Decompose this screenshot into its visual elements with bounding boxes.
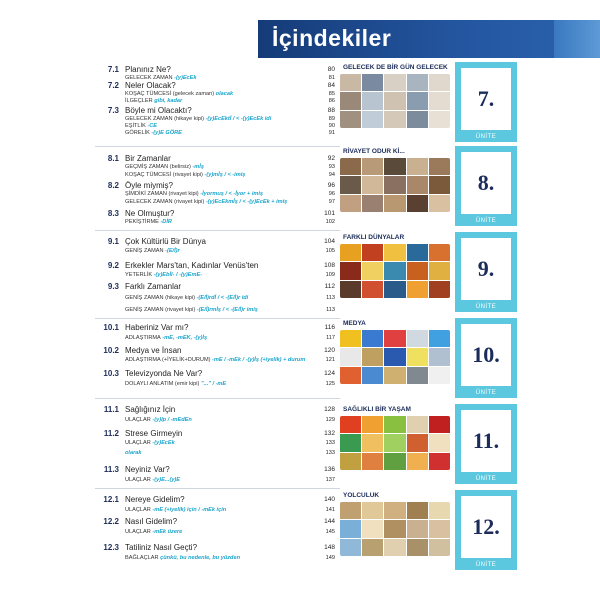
grammar-form: -(E/İ)r xyxy=(163,248,180,254)
grammar-form: -(y)E...(y)E xyxy=(150,477,181,483)
page-number: 94 xyxy=(328,172,335,178)
grammar-topic xyxy=(125,218,172,226)
grammar-topic xyxy=(125,356,305,364)
unit-caption: ÜNİTE xyxy=(475,304,497,310)
lesson-number: 9.2 xyxy=(107,261,119,270)
page-number: 149 xyxy=(325,555,335,561)
unit-badge-panel xyxy=(461,496,511,558)
grammar-form: -(y)Ip / -mEdEn xyxy=(150,417,192,423)
unit-badge-panel xyxy=(461,410,511,472)
unit-badge-panel xyxy=(461,152,511,214)
page-number: 85 xyxy=(328,91,335,97)
header-bar xyxy=(258,20,600,58)
lesson-title: Erkekler Mars'tan, Kadınlar Venüs'ten xyxy=(125,261,259,270)
grammar-form: -(y)EcEktİ / < -(y)EcEk idi xyxy=(203,116,272,122)
grammar-form: -CE xyxy=(145,123,158,129)
lesson-title: Nereye Gidelim? xyxy=(125,495,185,504)
page-number: 133 xyxy=(325,450,335,456)
section-divider xyxy=(95,146,340,147)
grammar-form: -(E/İ)rmİş / < -(E/İ)r imiş xyxy=(195,307,258,313)
grammar-form: -(y)Ebİl- / -(y)EmE- xyxy=(152,272,203,278)
page-number: 133 xyxy=(325,440,335,446)
page-number: 117 xyxy=(326,335,335,341)
grammar-label: ADLAŞTIRMA xyxy=(125,335,161,341)
page-number: 129 xyxy=(325,417,335,423)
lesson-number: 10.3 xyxy=(103,369,119,378)
unit-theme-label: SAĞLIKLI BİR YAŞAM xyxy=(343,406,411,413)
grammar-label: GENİŞ ZAMAN xyxy=(125,248,164,254)
grammar-label: KOŞAÇ TÜMCESİ (gelecek zaman) xyxy=(125,91,215,97)
grammar-topic xyxy=(125,554,240,562)
unit-caption: ÜNİTE xyxy=(475,134,497,140)
grammar-label: GENİŞ ZAMAN (hikaye kipi) xyxy=(125,295,195,301)
grammar-form: -mİş xyxy=(190,164,204,170)
grammar-form: "..." / -mE xyxy=(199,381,227,387)
lesson-number: 10.1 xyxy=(103,323,119,332)
lesson-title: Ne Olmuştur? xyxy=(125,209,175,218)
section-divider xyxy=(95,230,340,231)
unit-theme-label: GELECEK DE BİR GÜN GELECEK xyxy=(343,64,448,71)
lesson-title: Medya ve İnsan xyxy=(125,346,182,355)
grammar-label: GÖRELİK xyxy=(125,130,150,136)
grammar-form: çünkü, bu nedenle, bu yüzden xyxy=(158,555,241,561)
grammar-topic xyxy=(125,129,182,137)
page-number: 96 xyxy=(328,191,335,197)
unit-photo-collage xyxy=(340,330,450,384)
page-number: 141 xyxy=(325,507,335,513)
page-number: 97 xyxy=(328,199,335,205)
grammar-label: İLGEÇLER xyxy=(125,98,153,104)
lesson-number: 12.2 xyxy=(103,517,119,526)
lesson-number: 8.1 xyxy=(107,154,119,163)
page-number: 101 xyxy=(324,210,335,217)
grammar-form: -(y)EcEk xyxy=(150,440,175,446)
unit-badge xyxy=(455,146,517,226)
grammar-topic xyxy=(125,380,226,388)
lesson-title: Bir Zamanlar xyxy=(125,154,171,163)
grammar-topic xyxy=(125,506,226,514)
lesson-number: 9.1 xyxy=(107,237,119,246)
lesson-title: Neler Olacak? xyxy=(125,81,176,90)
page-number: 124 xyxy=(324,370,335,377)
grammar-label: EŞİTLİK xyxy=(125,123,146,129)
grammar-topic xyxy=(125,476,180,484)
grammar-label: GELECEK ZAMAN (rivayet kipi) xyxy=(125,199,205,205)
page-number: 112 xyxy=(324,283,335,290)
grammar-label: ULAÇLAR xyxy=(125,507,151,513)
unit-number: 8. xyxy=(477,170,495,195)
grammar-topic xyxy=(125,190,263,198)
lesson-title: Çok Kültürlü Bir Dünya xyxy=(125,237,206,246)
grammar-label: GELECEK ZAMAN (hikaye kipi) xyxy=(125,116,204,122)
grammar-form: olarak xyxy=(125,450,142,456)
grammar-topic xyxy=(125,416,192,424)
grammar-topic xyxy=(125,271,202,279)
page-number: 113 xyxy=(326,307,335,313)
lesson-number: 11.3 xyxy=(103,465,119,474)
grammar-topic xyxy=(125,306,258,314)
page-number: 104 xyxy=(324,238,335,245)
unit-photo-collage xyxy=(340,74,450,128)
unit-caption: ÜNİTE xyxy=(475,476,497,482)
page-number: 105 xyxy=(325,248,335,254)
unit-theme-label: MEDYA xyxy=(343,320,366,327)
grammar-form: olacak xyxy=(214,91,234,97)
grammar-label: DOLAYLI ANLATIM (emir kipi) xyxy=(125,381,200,387)
page-number: 140 xyxy=(324,496,335,503)
page-number: 108 xyxy=(324,262,335,269)
lesson-title: Nasıl Gidelim? xyxy=(125,517,178,526)
grammar-form: -mE / -mEk / -(y)İş (+iyelik) + durum xyxy=(210,357,306,363)
lesson-title: Böyle mi Olacaktı? xyxy=(125,106,192,115)
lesson-number: 11.1 xyxy=(103,405,119,414)
lesson-number: 12.3 xyxy=(103,543,119,552)
grammar-topic xyxy=(125,528,182,536)
unit-photo-collage xyxy=(340,244,450,298)
grammar-label: GEÇMİŞ ZAMAN (belirsiz) xyxy=(125,164,191,170)
grammar-form: -(y)EcEkmİş / < -(y)EcEk + imiş xyxy=(204,199,288,205)
lesson-number: 9.3 xyxy=(107,282,119,291)
page-number: 89 xyxy=(328,116,335,122)
grammar-form: gibi, kadar xyxy=(152,98,183,104)
page-number: 148 xyxy=(324,544,335,551)
unit-badge-panel xyxy=(461,68,511,130)
page-number: 144 xyxy=(324,518,335,525)
lesson-number: 7.3 xyxy=(107,106,119,115)
grammar-label: BAĞLAÇLAR xyxy=(125,555,159,561)
unit-badge xyxy=(455,404,517,484)
unit-badge xyxy=(455,232,517,312)
grammar-form: -mE (+iyelik) için / -mEk için xyxy=(150,507,227,513)
grammar-topic xyxy=(125,163,204,171)
unit-number: 7. xyxy=(477,86,495,111)
unit-caption: ÜNİTE xyxy=(475,390,497,396)
unit-badge xyxy=(455,490,517,570)
unit-number: 12. xyxy=(472,514,500,539)
page-number: 86 xyxy=(328,98,335,104)
grammar-label: ULAÇLAR xyxy=(125,417,151,423)
page-number: 113 xyxy=(326,295,335,301)
lesson-title: Öyle miymiş? xyxy=(125,181,174,190)
unit-number: 10. xyxy=(472,342,500,367)
page-number: 128 xyxy=(324,406,335,413)
grammar-label: ULAÇLAR xyxy=(125,440,151,446)
page-number: 81 xyxy=(328,75,335,81)
grammar-topic xyxy=(125,97,182,105)
header-stripe xyxy=(554,20,600,58)
page-number: 88 xyxy=(327,107,335,114)
page-number: 120 xyxy=(324,347,335,354)
page-number: 80 xyxy=(327,66,335,73)
page-number: 137 xyxy=(325,477,335,483)
page-number: 136 xyxy=(324,466,335,473)
grammar-topic xyxy=(125,294,248,302)
page-number: 84 xyxy=(327,82,335,89)
lesson-title: Strese Girmeyin xyxy=(125,429,183,438)
unit-badge-panel xyxy=(461,324,511,386)
lesson-number: 7.2 xyxy=(107,81,119,90)
grammar-form: -mE, -mEK, -(y)İş xyxy=(160,335,208,341)
lesson-number: 8.2 xyxy=(107,181,119,190)
grammar-form: -DİR xyxy=(158,219,172,225)
page-number: 121 xyxy=(325,357,335,363)
unit-theme-label: FARKLI DÜNYALAR xyxy=(343,234,405,241)
grammar-topic xyxy=(125,171,245,179)
grammar-label: ŞİMDİKİ ZAMAN (rivayet kipi) xyxy=(125,191,199,197)
grammar-form: -İyormuş / < -İyor + imiş xyxy=(198,191,264,197)
grammar-form: -(y)E GÖRE xyxy=(149,130,182,136)
unit-number: 9. xyxy=(477,256,495,281)
grammar-label: ULAÇLAR xyxy=(125,529,151,535)
grammar-label: KOŞAÇ TÜMCESİ (rivayet kipi) xyxy=(125,172,203,178)
unit-caption: ÜNİTE xyxy=(475,562,497,568)
page-number: 145 xyxy=(325,529,335,535)
lesson-title: Farklı Zamanlar xyxy=(125,282,182,291)
lesson-number: 12.1 xyxy=(103,495,119,504)
page-number: 96 xyxy=(327,182,335,189)
page-number: 125 xyxy=(325,381,335,387)
lesson-number: 7.1 xyxy=(107,65,119,74)
page-number: 92 xyxy=(327,155,335,162)
unit-number: 11. xyxy=(472,428,500,453)
grammar-form: -(y)EcEk xyxy=(172,75,197,81)
grammar-form: -(y)mİş / < -imiş xyxy=(202,172,246,178)
unit-photo-collage xyxy=(340,416,450,470)
grammar-topic xyxy=(125,439,175,447)
page-number: 90 xyxy=(328,123,335,129)
unit-theme-label: RİVAYET ODUR Kİ... xyxy=(343,148,405,155)
page-number: 132 xyxy=(324,430,335,437)
unit-caption: ÜNİTE xyxy=(475,218,497,224)
lesson-number: 11.2 xyxy=(103,429,119,438)
lesson-title: Planınız Ne? xyxy=(125,65,171,74)
section-divider xyxy=(95,318,340,319)
grammar-topic xyxy=(125,247,180,255)
grammar-label: GENİŞ ZAMAN (rivayet kipi) xyxy=(125,307,196,313)
page-number: 93 xyxy=(328,164,335,170)
page-title: İçindekiler xyxy=(272,25,392,51)
grammar-label: ADLAŞTIRMA (+İYELİK+DURUM) xyxy=(125,357,211,363)
section-divider xyxy=(95,488,340,489)
lesson-title: Sağlığınız İçin xyxy=(125,405,176,414)
grammar-label: PEKİŞTİRME xyxy=(125,219,159,225)
unit-badge-panel xyxy=(461,238,511,300)
page-number: 116 xyxy=(324,324,335,331)
section-divider xyxy=(95,398,340,399)
grammar-label: YETERLİK xyxy=(125,272,153,278)
unit-badge xyxy=(455,62,517,142)
lesson-number: 10.2 xyxy=(103,346,119,355)
grammar-topic xyxy=(125,449,141,457)
unit-photo-collage xyxy=(340,502,450,556)
page-number: 102 xyxy=(325,219,335,225)
unit-badge xyxy=(455,318,517,398)
grammar-topic xyxy=(125,334,207,342)
grammar-label: ULAÇLAR xyxy=(125,477,151,483)
lesson-number: 8.3 xyxy=(107,209,119,218)
unit-theme-label: YOLCULUK xyxy=(343,492,380,499)
grammar-form: -(E/İ)rdİ / < -(E/İ)r idi xyxy=(194,295,249,301)
grammar-form: -mEk üzere xyxy=(150,529,183,535)
grammar-topic xyxy=(125,198,287,206)
page-number: 109 xyxy=(325,272,335,278)
grammar-label: GELECEK ZAMAN xyxy=(125,75,173,81)
lesson-title: Televizyonda Ne Var? xyxy=(125,369,203,378)
page-number: 91 xyxy=(328,130,335,136)
lesson-title: Neyiniz Var? xyxy=(125,465,170,474)
lesson-title: Tatiliniz Nasıl Geçti? xyxy=(125,543,198,552)
lesson-title: Haberiniz Var mı? xyxy=(125,323,189,332)
unit-photo-collage xyxy=(340,158,450,212)
